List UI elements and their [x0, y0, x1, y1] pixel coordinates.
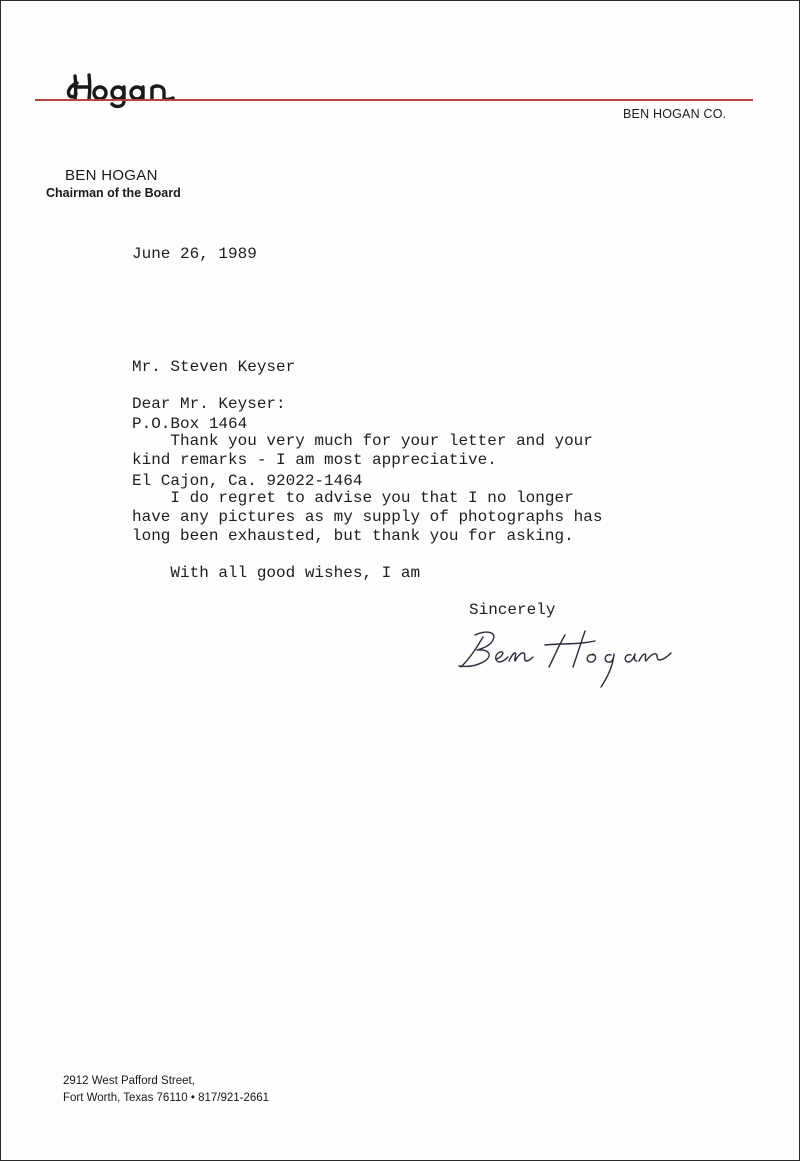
footer-address-line: 2912 West Pafford Street, [63, 1075, 195, 1087]
signature-ink [453, 623, 689, 693]
recipient-line: P.O.Box 1464 [132, 415, 248, 433]
sender-title: Chairman of the Board [46, 186, 181, 200]
letter-date: June 26, 1989 [132, 245, 257, 263]
sender-name: BEN HOGAN [65, 167, 158, 184]
salutation: Dear Mr. Keyser: [132, 395, 286, 413]
hogan-logo-script [63, 67, 191, 109]
hogan-logo [63, 67, 191, 109]
letterhead-rule [35, 99, 753, 101]
body-paragraph: With all good wishes, I am [132, 564, 421, 582]
body-paragraph: Thank you very much for your letter and your kind remarks - I am most appreciative. [132, 432, 593, 469]
footer-address [63, 1073, 269, 1107]
recipient-line: Mr. Steven Keyser [132, 358, 296, 376]
closing: Sincerely [469, 601, 556, 619]
recipient-line: El Cajon, Ca. 92022-1464 [132, 472, 363, 490]
company-name: BEN HOGAN CO. [623, 107, 727, 121]
body-paragraph: I do regret to advise you that I no longer have any pictures as my supply of photographs has long been exhausted, but thank you for asking. [132, 489, 603, 545]
handwritten-signature [453, 623, 689, 693]
footer-address-line: Fort Worth, Texas 76110 • 817/921-2661 [63, 1092, 270, 1104]
